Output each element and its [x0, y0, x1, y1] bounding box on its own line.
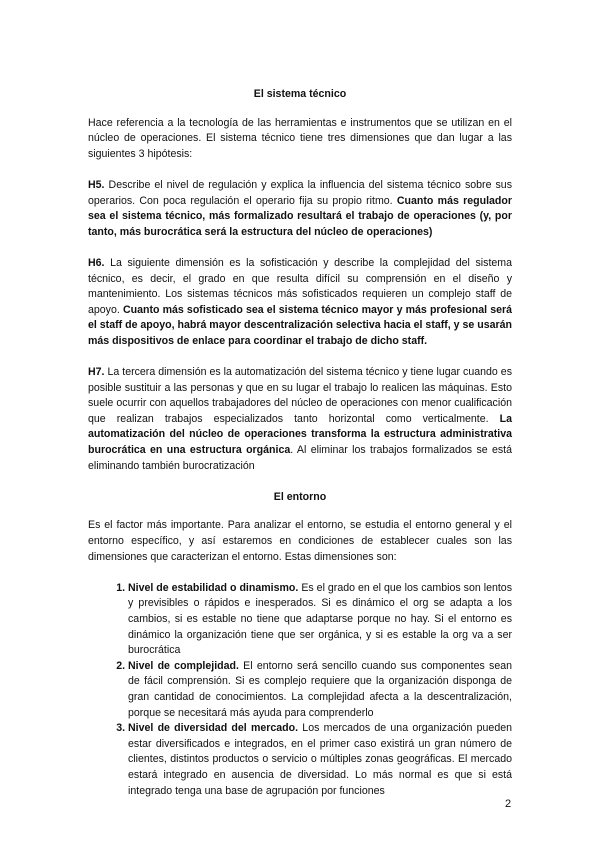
list-item: 3. Nivel de diversidad del mercado. Los mercados de una organización pueden estar diversificados e integrados, en el primer caso existirá un gran número de clientes, distintos productos o servicio o múltiples zonas geográficas. El mercado estará integrado en ausencia de diversidad. Lo más normal es que si está integrado tenga una base de agrupación por funciones	[128, 721, 512, 799]
list-item: 1. Nivel de estabilidad o dinamismo. Es el grado en el que los cambios son lentos y previsibles o rápidos e inesperados. Si es dinámico el org se adapta a los cambios, si es estable no tiene que adaptarse porque no hay. Si el entorno es dinámico la organización tiene que ser orgánica, y si es estable la org va a ser burocrática	[128, 581, 512, 659]
hypothesis-h6: H6. La siguiente dimensión es la sofisticación y describe la complejidad del sistema técnico, es decir, el grado en que resulta difícil su comprensión en el diseño y mantenimiento. Los sistemas técnicos más sofisticados requieren un complejo staff de apoyo. Cuanto más sofisticado sea el sistema técnico mayor y más profesional será el staff de apoyo, habrá mayor descentralización selectiva hacia el staff, y se usarán más dispositivos de enlace para coordinar el trabajo de dicho staff.	[88, 256, 512, 347]
intro-paragraph: Hace referencia a la tecnología de las herramientas e instrumentos que se utilizan en el núcleo de operaciones. El sistema técnico tiene tres dimensiones que dan lugar a las siguientes 3 hipótesis:	[88, 116, 512, 160]
section-title-sistema-tecnico: El sistema técnico	[253, 88, 347, 100]
entorno-intro: Es el factor más importante. Para analizar el entorno, se estudia el entorno general y el entorno específico, y así estaremos en condiciones de establecer cuales son las dimensiones que caracterizan el entorno. Estas dimensiones son:	[88, 519, 512, 563]
hypothesis-h7: H7. La tercera dimensión es la automatización del sistema técnico y tiene lugar cuando es posible sustituir a las personas y que en su lugar el trabajo lo realicen las máquinas. Esto suele ocurrir con aquellos trabajadores del núcleo de operaciones con menor cualificación que realizan trabajos especializados tanto horizontal como verticalmente. La automatización del núcleo de operaciones transforma la estructura administrativa burocrática en una estructura orgánica. Al eliminar los trabajos formalizados se está eliminando también burocratización	[88, 366, 512, 472]
page-number: 2	[505, 798, 512, 810]
document-page	[88, 87, 512, 799]
section-title-entorno: El entorno	[273, 490, 327, 503]
hypothesis-h5: H5. Describe el nivel de regulación y explica la influencia del sistema técnico sobre sus operarios. Con poca regulación el operario fija su propio ritmo. Cuanto más regulador sea el sistema técnico, más formalizado resultará el trabajo de operaciones (y, por tanto, más burocrática será la estructura del núcleo de operaciones)	[88, 178, 512, 238]
dimensions-list	[88, 581, 512, 799]
list-item: 2. Nivel de complejidad. El entorno será sencillo cuando sus componentes sean de fácil comprensión. Si es complejo requiere que la organización disponga de gran cantidad de conocimientos. La complejidad afecta a la descentralización, porque se necesitará más ayuda para comprenderlo	[128, 659, 512, 721]
